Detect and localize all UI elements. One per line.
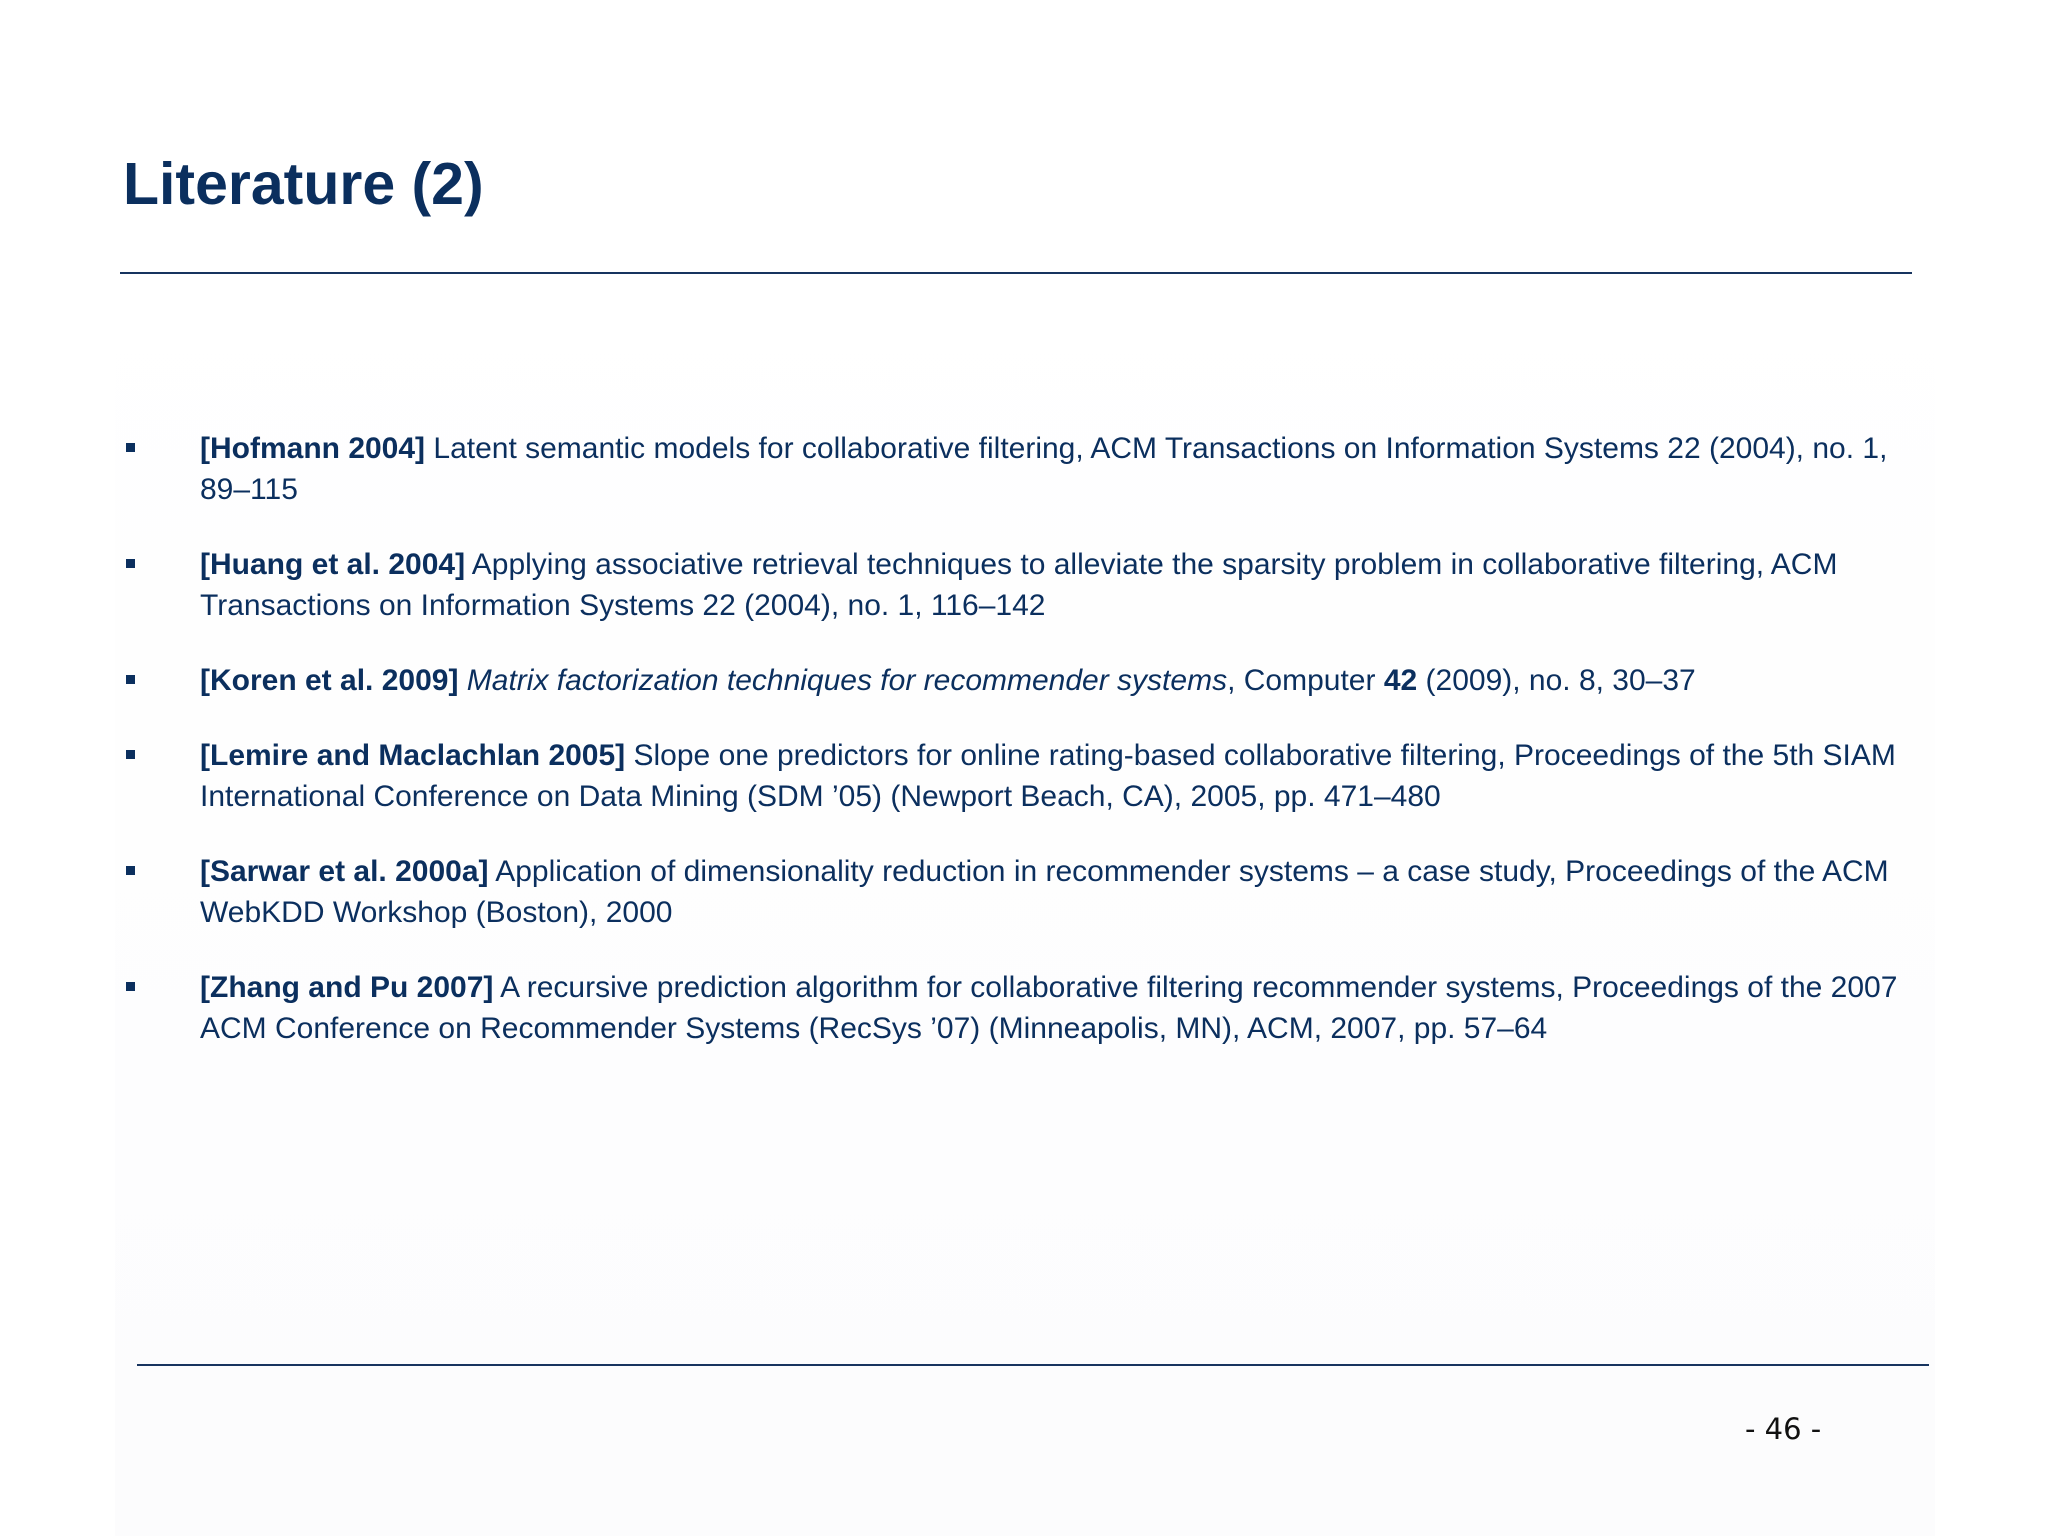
square-bullet-icon bbox=[126, 866, 135, 875]
title-divider bbox=[120, 272, 1912, 274]
reference-journal-text: , Computer bbox=[1227, 664, 1384, 697]
reference-key: [Huang et al. 2004] bbox=[200, 548, 466, 581]
page-number: - 46 - bbox=[1745, 1412, 1822, 1446]
reference-item-zhang-2007 bbox=[125, 967, 1915, 1049]
reference-item-hofmann-2004 bbox=[125, 428, 1915, 510]
slide-title: Literature (2) bbox=[123, 151, 484, 217]
reference-item-huang-2004 bbox=[125, 544, 1915, 626]
footer-divider bbox=[137, 1364, 1929, 1366]
reference-text: A recursive prediction algorithm for collaborative filtering recommender systems, Proceedings of the 2007 ACM Conference on Recommender Systems (RecSys ’07) (Minneapolis, MN), ACM, 2007, pp. 57–64 bbox=[200, 971, 1898, 1045]
square-bullet-icon bbox=[126, 675, 135, 684]
reference-space bbox=[458, 664, 466, 697]
square-bullet-icon bbox=[126, 982, 135, 991]
reference-item-sarwar-2000a bbox=[125, 851, 1915, 933]
square-bullet-icon bbox=[126, 750, 135, 759]
square-bullet-icon bbox=[126, 559, 135, 568]
reference-volume: 42 bbox=[1383, 664, 1418, 697]
reference-text: Application of dimensionality reduction in recommender systems – a case study, Proceedings of the ACM WebKDD Workshop (Boston), 2000 bbox=[200, 855, 1889, 929]
reference-title: Matrix factorization techniques for recommender systems bbox=[466, 664, 1228, 697]
reference-item-lemire-2005 bbox=[125, 735, 1915, 817]
reference-text: Applying associative retrieval techniques to alleviate the sparsity problem in collaborative filtering, ACM Transactions on Information Systems 22 (2004), no. 1, 116–142 bbox=[200, 548, 1838, 622]
square-bullet-icon bbox=[126, 443, 135, 452]
reference-list bbox=[125, 428, 1915, 1083]
reference-key: [Koren et al. 2009] bbox=[200, 664, 459, 697]
reference-text: Slope one predictors for online rating-based collaborative filtering, Proceedings of the 5th SIAM International Conference on Data Mining (SDM ’05) (Newport Beach, CA), 2005, pp. 471–480 bbox=[200, 739, 1896, 813]
reference-key: [Hofmann 2004] bbox=[200, 432, 426, 465]
reference-key: [Zhang and Pu 2007] bbox=[200, 971, 494, 1004]
reference-text: Latent semantic models for collaborative filtering, ACM Transactions on Information Systems 22 (2004), no. 1, 89–115 bbox=[200, 432, 1888, 506]
reference-tail-text: (2009), no. 8, 30–37 bbox=[1417, 664, 1696, 697]
reference-item-koren-2009 bbox=[125, 660, 1915, 701]
reference-key: [Lemire and Maclachlan 2005] bbox=[200, 739, 626, 772]
reference-key: [Sarwar et al. 2000a] bbox=[200, 855, 489, 888]
